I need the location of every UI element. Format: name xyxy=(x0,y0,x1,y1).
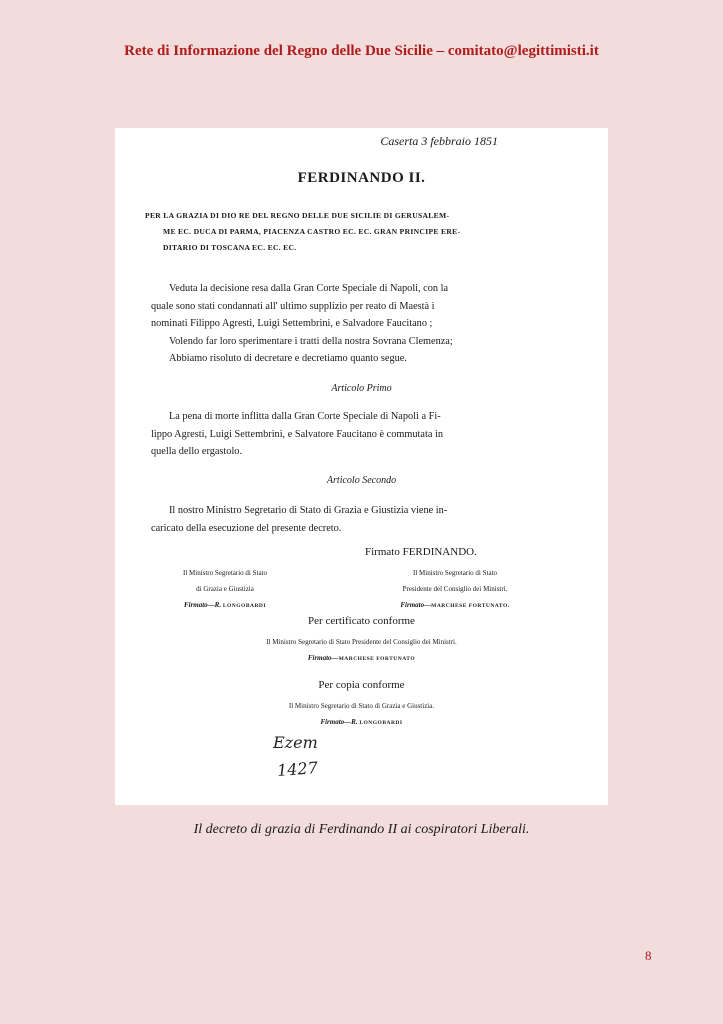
signed-king: Firmato FERDINANDO. xyxy=(365,546,477,558)
article-line: quella dello ergastolo. xyxy=(151,446,243,457)
royal-title-line: ME EC. DUCA DI PARMA, PIACENZA CASTRO EC. EC. GRAN PRINCIPE ERE- xyxy=(163,227,461,236)
certificate-signature: Firmato—MARCHESE FORTUNATO xyxy=(307,654,416,662)
article-line: La pena di morte inflitta dalla Gran Corte Speciale di Napoli a Fi- xyxy=(169,411,441,422)
minister-title: Il Ministro Segretario di Stato xyxy=(183,569,267,577)
certificate-block xyxy=(115,634,608,667)
minister-signature: Firmato—R. LONGOBARDI xyxy=(183,601,267,609)
minister-department: Presidente del Consiglio dei Ministri. xyxy=(402,585,508,593)
article-1-text xyxy=(151,408,561,461)
preamble-line: Abbiamo risoluto di decretare e decretiamo quanto segue. xyxy=(169,353,407,364)
minister-signature: Firmato—MARCHESE FORTUNATO. xyxy=(400,601,510,609)
decree-king-name: FERDINANDO II. xyxy=(297,170,426,186)
minister-left-block xyxy=(155,565,295,614)
decree-date: Caserta 3 febbraio 1851 xyxy=(380,134,498,148)
royal-title-line: DITARIO DI TOSCANA EC. EC. EC. xyxy=(163,243,297,252)
figure-caption: Il decreto di grazia di Ferdinando II ai cospiratori Liberali. xyxy=(193,822,530,837)
article-line: Il nostro Ministro Segretario di Stato di Grazia e Giustizia viene in- xyxy=(169,505,448,516)
page-header: Rete di Informazione del Regno delle Due Sicilie – comitato@legittimisti.it xyxy=(124,43,599,59)
preamble-line: Volendo far loro sperimentare i tratti della nostra Sovrana Clemenza; xyxy=(169,335,453,347)
article-line: caricato della esecuzione del presente decreto. xyxy=(151,522,342,534)
article-1-title: Articolo Primo xyxy=(331,383,392,394)
minister-right-block xyxy=(370,565,540,614)
preamble-line: nominati Filippo Agresti, Luigi Settembrini, e Salvadore Faucitano ; xyxy=(151,318,433,329)
copy-heading: Per copia conforme xyxy=(318,679,405,691)
decree-scan xyxy=(115,128,608,805)
royal-titles xyxy=(145,208,575,256)
copy-line: Il Ministro Segretario di Stato di Grazia e Giustizia. xyxy=(288,702,435,710)
decree-preamble xyxy=(151,280,561,368)
article-2-title: Articolo Secondo xyxy=(326,475,397,486)
handwritten-line: Ezem xyxy=(273,733,318,752)
certificate-heading: Per certificato conforme xyxy=(308,615,415,627)
minister-department: di Grazia e Giustizia xyxy=(196,585,254,593)
handwritten-note xyxy=(265,728,355,788)
copy-signature: Firmato—R. LONGOBARDI xyxy=(320,718,403,726)
page-number: 8 xyxy=(645,948,652,963)
copy-block xyxy=(115,698,608,731)
royal-title-line: PER LA GRAZIA DI DIO RE DEL REGNO DELLE DUE SICILIE DI GERUSALEM- xyxy=(145,211,450,220)
minister-title: Il Ministro Segretario di Stato xyxy=(413,569,497,577)
handwritten-line: 1427 xyxy=(276,758,319,780)
certificate-line: Il Ministro Segretario di Stato Presidente del Consiglio dei Ministri. xyxy=(266,638,457,646)
preamble-line: quale sono stati condannati all' ultimo supplizio per reato di Maestà i xyxy=(151,300,435,312)
preamble-line: Veduta la decisione resa dalla Gran Corte Speciale di Napoli, con la xyxy=(169,283,449,294)
article-2-text xyxy=(151,502,561,537)
article-line: lippo Agresti, Luigi Settembrini, e Salvatore Faucitano è commutata in xyxy=(151,428,443,440)
